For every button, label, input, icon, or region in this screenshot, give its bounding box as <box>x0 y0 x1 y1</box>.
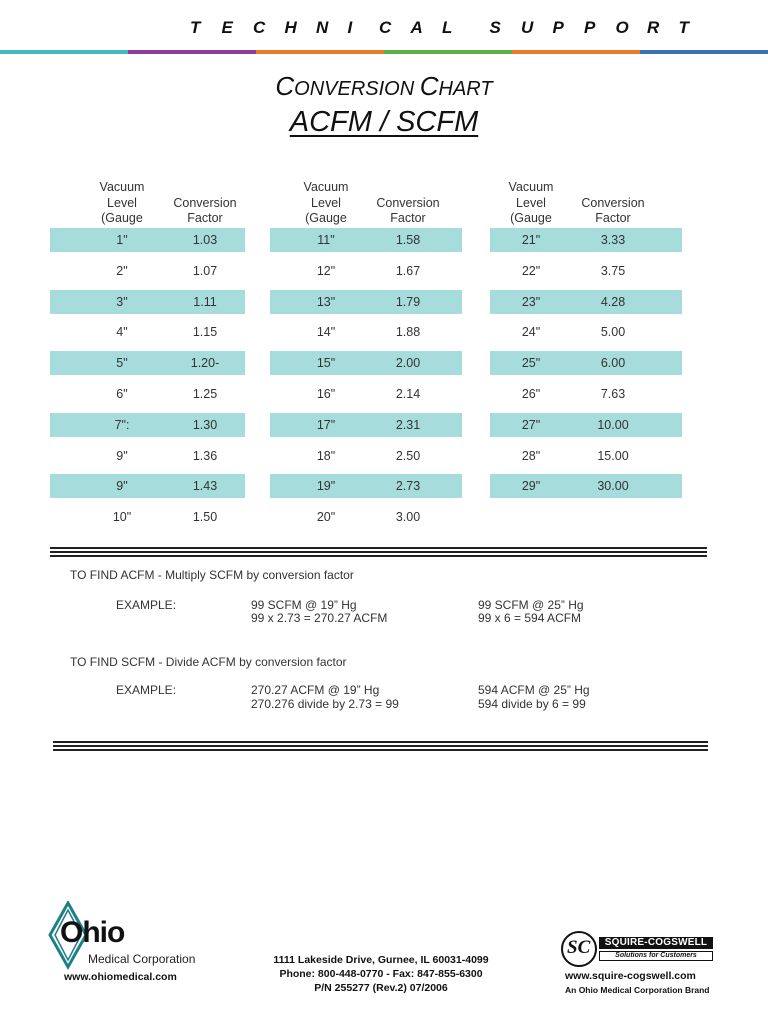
color-bar-segment <box>256 50 384 54</box>
part-number-line: P/N 255277 (Rev.2) 07/2006 <box>314 982 448 994</box>
vacuum-level-cell: 23" <box>521 295 541 309</box>
conversion-factor-cell: 2.14 <box>395 387 421 401</box>
acfm-example1-line1: 99 SCFM @ 19” Hg <box>251 598 357 612</box>
title-word-onversion: ONVERSION <box>294 78 420 100</box>
color-bar-segment <box>640 50 768 54</box>
vacuum-level-cell: 15" <box>316 356 336 370</box>
vacuum-level-cell: 17" <box>316 418 336 432</box>
vacuum-level-cell: 11" <box>317 233 335 247</box>
conversion-factor-cell: 2.73 <box>395 479 421 493</box>
table-row <box>270 444 462 468</box>
header-letter: C <box>379 18 392 37</box>
header-line: (Gauge <box>305 211 347 225</box>
vacuum-level-cell: 20" <box>316 510 336 524</box>
conversion-factor-cell: 4.28 <box>600 295 626 309</box>
header-letter: I <box>347 18 353 37</box>
conversion-factor-cell: 5.00 <box>600 325 626 339</box>
vacuum-level-cell: 13" <box>316 295 336 309</box>
vacuum-level-cell: 6" <box>116 387 128 401</box>
vacuum-level-cell: 29" <box>521 479 541 493</box>
title-initial-c: C <box>275 71 295 101</box>
ohio-logo-word: Ohio <box>60 916 125 949</box>
header-line: (Gauge <box>510 211 552 225</box>
conversion-factor-cell: 2.50 <box>395 449 421 463</box>
table-row <box>270 413 462 437</box>
acfm-example1-line2: 99 x 2.73 = 270.27 ACFM <box>251 611 388 625</box>
header-letter: P <box>584 18 596 37</box>
conversion-factor-cell: 7.63 <box>600 387 626 401</box>
vacuum-level-cell: 22" <box>521 264 541 278</box>
header-line: Vacuum <box>303 180 349 194</box>
scfm-example2-line2: 594 divide by 6 = 99 <box>478 697 586 711</box>
acfm-example2-line2: 99 x 6 = 594 ACFM <box>478 611 582 625</box>
sc-url: www.squire-cogswell.com <box>565 970 696 982</box>
scfm-heading: TO FIND SCFM - Divide ACFM by conversion factor <box>70 655 347 669</box>
conversion-factor-cell: 2.00 <box>395 356 421 370</box>
page-title <box>0 71 768 102</box>
header-letter: T <box>190 18 201 37</box>
conversion-factor-cell: 1.03 <box>192 233 218 247</box>
ohio-logo-sub: Medical Corporation <box>88 952 196 966</box>
vacuum-level-cell: 14" <box>316 325 336 339</box>
table-row <box>50 474 245 498</box>
table-row <box>270 320 462 344</box>
vacuum-level-cell: 18" <box>316 449 336 463</box>
table-row <box>50 290 245 314</box>
section-header <box>190 18 710 38</box>
sc-logo-mark: SC <box>567 937 591 958</box>
conversion-factor-cell: 3.33 <box>600 233 626 247</box>
conversion-factor-cell: 1.79 <box>395 295 421 309</box>
header-word-support <box>490 18 711 38</box>
header-line: Conversion <box>581 195 645 210</box>
table-row <box>270 382 462 406</box>
vacuum-level-cell: 10" <box>112 510 132 524</box>
conversion-factor-cell: 1.25 <box>192 387 218 401</box>
ohio-medical-logo <box>48 901 208 971</box>
vacuum-level-cell: 12" <box>316 264 336 278</box>
conversion-factor-cell: 1.07 <box>192 264 218 278</box>
header-letter: A <box>410 18 423 37</box>
table-row <box>50 228 245 252</box>
conversion-factor-cell: 1.15 <box>192 325 218 339</box>
header-letter: H <box>284 18 297 37</box>
scfm-example-label: EXAMPLE: <box>116 683 177 697</box>
scfm-example2-line1: 594 ACFM @ 25” Hg <box>478 683 590 697</box>
column-header-conversion-factor <box>155 196 255 227</box>
table-row <box>490 228 682 252</box>
vacuum-level-cell: 21" <box>521 233 541 247</box>
phone-line: Phone: 800-448-0770 - Fax: 847-855-6300 <box>279 968 483 980</box>
vacuum-level-cell: 4" <box>116 325 128 339</box>
table-row <box>490 382 682 406</box>
header-line: Level <box>516 195 546 210</box>
conversion-factor-cell: 1.50 <box>192 510 218 524</box>
divider-rule-bottom <box>53 741 708 751</box>
acfm-example-label: EXAMPLE: <box>116 598 177 612</box>
title-initial-c2: C <box>419 71 439 101</box>
vacuum-level-cell: 26" <box>521 387 541 401</box>
page-subtitle <box>0 106 768 139</box>
vacuum-level-cell: 9" <box>116 479 128 493</box>
table-row <box>490 320 682 344</box>
vacuum-level-cell: 28" <box>521 449 541 463</box>
conversion-factor-cell: 6.00 <box>600 356 626 370</box>
conversion-factor-cell: 1.11 <box>193 295 217 309</box>
vacuum-level-cell: 16" <box>316 387 336 401</box>
table-row <box>50 259 245 283</box>
table-row <box>490 259 682 283</box>
table-row <box>50 413 245 437</box>
table-row <box>270 505 462 529</box>
conversion-factor-cell: 1.43 <box>192 479 218 493</box>
vacuum-level-cell: 7": <box>114 418 130 432</box>
header-line: Level <box>311 195 341 210</box>
conversion-factor-cell: 2.31 <box>395 418 421 432</box>
table-row <box>490 290 682 314</box>
column-header-conversion-factor <box>563 196 663 227</box>
header-line: Vacuum <box>508 180 554 194</box>
color-bar-segment <box>512 50 640 54</box>
header-letter: N <box>316 18 329 37</box>
vacuum-level-cell: 25" <box>521 356 541 370</box>
header-letter: P <box>552 18 564 37</box>
conversion-factor-cell: 1.30 <box>192 418 218 432</box>
table-row <box>270 259 462 283</box>
vacuum-level-cell: 9" <box>116 449 128 463</box>
table-row <box>270 290 462 314</box>
table-row <box>490 351 682 375</box>
table-row <box>490 474 682 498</box>
vacuum-level-cell: 19" <box>316 479 336 493</box>
header-letter: C <box>253 18 266 37</box>
vacuum-level-cell: 2" <box>116 264 128 278</box>
table-row <box>50 444 245 468</box>
header-letter: T <box>678 18 689 37</box>
table-row <box>50 320 245 344</box>
conversion-factor-cell: 1.20- <box>190 356 220 370</box>
color-bar-segment <box>0 50 128 54</box>
squire-cogswell-logo <box>561 930 716 970</box>
header-line: Conversion <box>173 195 237 210</box>
vacuum-level-cell: 24" <box>521 325 541 339</box>
ohio-url: www.ohiomedical.com <box>64 971 177 983</box>
conversion-factor-cell: 1.58 <box>395 233 421 247</box>
scfm-example1-line2: 270.276 divide by 2.73 = 99 <box>251 697 399 711</box>
table-row <box>50 505 245 529</box>
acfm-example2-line1: 99 SCFM @ 25” Hg <box>478 598 584 612</box>
header-letter: S <box>489 18 501 37</box>
color-bar-segment <box>384 50 512 54</box>
conversion-factor-cell: 15.00 <box>597 449 629 463</box>
subtitle-text: ACFM / SCFM <box>289 106 479 138</box>
table-row <box>270 474 462 498</box>
vacuum-level-cell: 27" <box>521 418 541 432</box>
conversion-factor-cell: 1.36 <box>192 449 218 463</box>
header-line: Vacuum <box>99 180 145 194</box>
header-letter: L <box>442 18 453 37</box>
table-row <box>50 382 245 406</box>
sc-logo-name: SQUIRE-COGSWELL <box>599 937 713 949</box>
table-row <box>270 228 462 252</box>
header-line: Factor <box>390 211 426 225</box>
acfm-heading: TO FIND ACFM - Multiply SCFM by conversion factor <box>70 568 354 582</box>
header-letter: R <box>647 18 660 37</box>
header-line: Level <box>107 195 137 210</box>
header-line: Factor <box>595 211 631 225</box>
header-word-technical <box>190 18 474 38</box>
address-line: 1111 Lakeside Drive, Gurnee, IL 60031-4099 <box>273 954 489 966</box>
header-letter: U <box>521 18 534 37</box>
color-bar-segment <box>128 50 256 54</box>
sc-logo-tagline: Solutions for Customers <box>599 951 713 961</box>
header-letter: O <box>615 18 629 37</box>
conversion-factor-cell: 1.88 <box>395 325 421 339</box>
header-line: (Gauge <box>101 211 143 225</box>
conversion-factor-cell: 10.00 <box>597 418 629 432</box>
title-word-hart: HART <box>438 78 493 100</box>
vacuum-level-cell: 5" <box>116 356 128 370</box>
header-letter: E <box>221 18 233 37</box>
company-address-block <box>236 953 526 995</box>
divider-rule-top <box>50 547 707 557</box>
table-row <box>490 444 682 468</box>
table-row <box>50 351 245 375</box>
header-line: Conversion <box>376 195 440 210</box>
header-line: Factor <box>187 211 223 225</box>
column-header-conversion-factor <box>358 196 458 227</box>
table-row <box>490 413 682 437</box>
conversion-factor-cell: 1.67 <box>395 264 421 278</box>
conversion-factor-cell: 3.00 <box>395 510 421 524</box>
vacuum-level-cell: 3" <box>116 295 128 309</box>
table-row <box>270 351 462 375</box>
header-color-bar <box>0 50 768 54</box>
conversion-factor-cell: 3.75 <box>600 264 626 278</box>
conversion-factor-cell: 30.00 <box>597 479 629 493</box>
vacuum-level-cell: 1" <box>116 233 128 247</box>
scfm-example1-line1: 270.27 ACFM @ 19” Hg <box>251 683 380 697</box>
sc-brand-line: An Ohio Medical Corporation Brand <box>565 985 710 995</box>
